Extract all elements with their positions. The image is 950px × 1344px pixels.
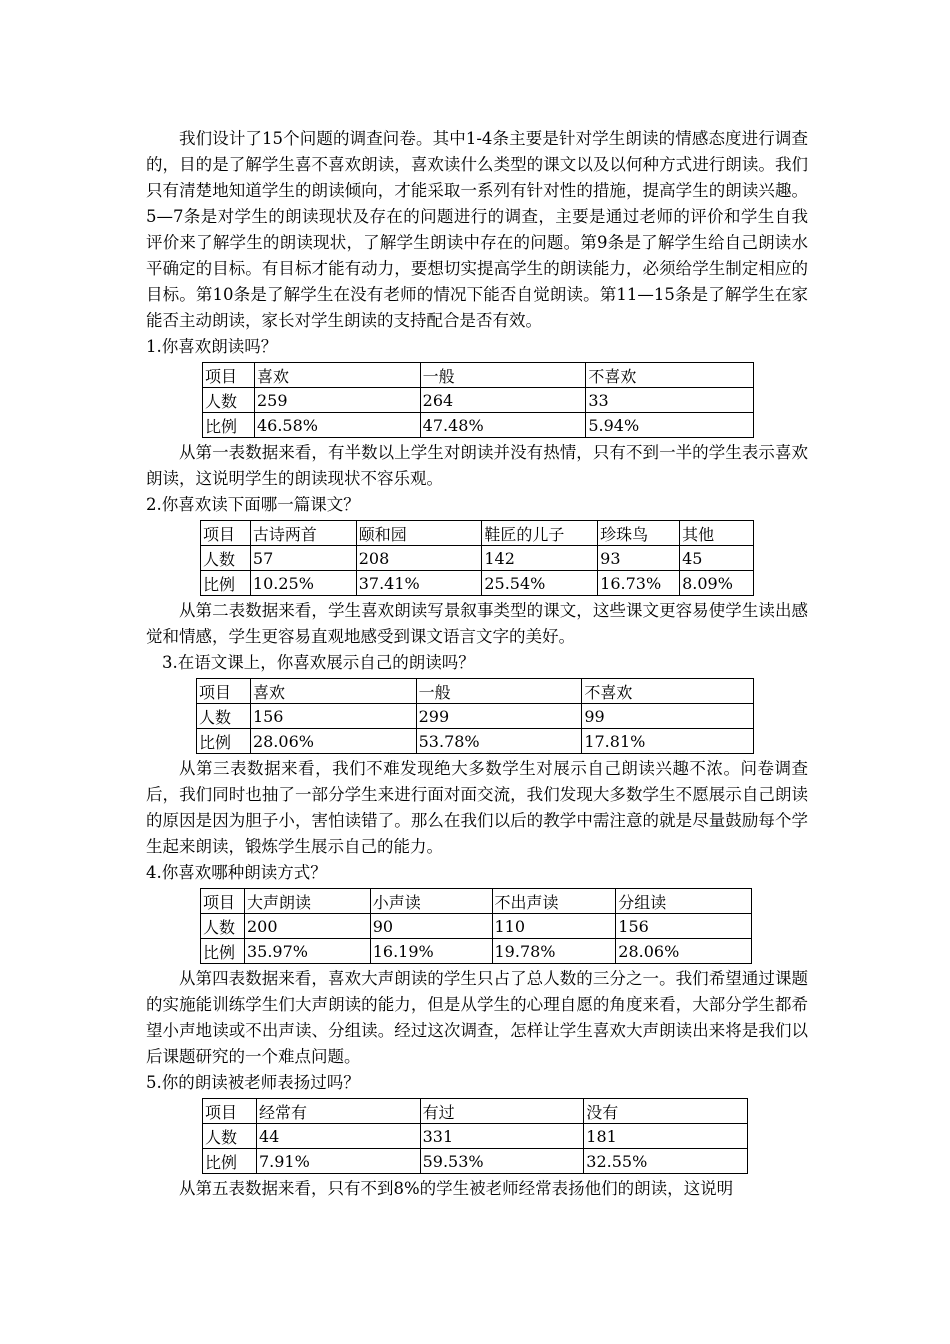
table-cell: 299 [416, 704, 582, 729]
table-1 [202, 362, 754, 438]
table-cell: 16.19% [370, 939, 492, 964]
table-cell: 264 [420, 388, 586, 413]
table-cell: 项目 [203, 363, 255, 388]
table-row [201, 939, 752, 964]
table-cell: 古诗两首 [250, 521, 356, 546]
table-cell: 7.91% [256, 1149, 420, 1174]
table-row [197, 704, 754, 729]
table-cell: 鞋匠的儿子 [482, 521, 598, 546]
table-cell: 35.97% [244, 939, 370, 964]
table-4 [200, 888, 752, 964]
table-cell: 人数 [203, 1124, 257, 1149]
table-cell: 项目 [201, 521, 251, 546]
table-cell: 8.09% [680, 571, 754, 596]
table-cell: 颐和园 [356, 521, 482, 546]
table-cell: 珍珠鸟 [598, 521, 680, 546]
table-cell: 经常有 [256, 1099, 420, 1124]
table-row [203, 1124, 748, 1149]
question-1: 1.你喜欢朗读吗？ [146, 337, 278, 356]
table-cell: 45 [680, 546, 754, 571]
table-cell: 28.06% [616, 939, 752, 964]
table-cell: 人数 [203, 388, 255, 413]
table-cell: 比例 [203, 413, 255, 438]
table-row [203, 1149, 748, 1174]
table-cell: 比例 [203, 1149, 257, 1174]
table-cell: 33 [586, 388, 754, 413]
table-cell: 10.25% [250, 571, 356, 596]
table-cell: 110 [492, 914, 616, 939]
table-cell: 57 [250, 546, 356, 571]
table-cell: 37.41% [356, 571, 482, 596]
table-cell: 项目 [203, 1099, 257, 1124]
table-cell: 不喜欢 [582, 679, 754, 704]
table-cell: 181 [584, 1124, 748, 1149]
table-cell: 大声朗读 [244, 889, 370, 914]
table-cell: 331 [420, 1124, 584, 1149]
question-4: 4.你喜欢哪种朗读方式？ [146, 863, 327, 882]
comment-1: 从第一表数据来看，有半数以上学生对朗读并没有热情，只有不到一半的学生表示喜欢朗读，这说明学生的朗读现状不容乐观。 [146, 443, 808, 488]
table-cell: 200 [244, 914, 370, 939]
table-cell: 分组读 [616, 889, 752, 914]
table-cell: 5.94% [586, 413, 754, 438]
table-cell: 比例 [201, 571, 251, 596]
table-2 [200, 520, 754, 596]
comment-4: 从第四表数据来看，喜欢大声朗读的学生只占了总人数的三分之一。我们希望通过课题的实施能训练学生们大声朗读的能力，但是从学生的心理自愿的角度来看，大部分学生都希望小声地读或不出声读、分组读。经过这次调查，怎样让学生喜欢大声朗读出来将是我们以后课题研究的一个难点问题。 [146, 969, 808, 1066]
table-row [201, 571, 754, 596]
table-cell: 46.58% [254, 413, 420, 438]
table-cell: 47.48% [420, 413, 586, 438]
table-row [201, 521, 754, 546]
table-cell: 喜欢 [254, 363, 420, 388]
table-3 [196, 678, 754, 754]
table-cell: 53.78% [416, 729, 582, 754]
comment-2: 从第二表数据来看，学生喜欢朗读写景叙事类型的课文，这些课文更容易使学生读出感觉和情感，学生更容易直观地感受到课文语言文字的美好。 [146, 601, 808, 646]
table-cell: 16.73% [598, 571, 680, 596]
table-cell: 其他 [680, 521, 754, 546]
comment-5: 从第五表数据来看，只有不到8%的学生被老师经常表扬他们的朗读，这说明 [179, 1179, 734, 1198]
table-cell: 156 [250, 704, 416, 729]
table-cell: 93 [598, 546, 680, 571]
question-2: 2.你喜欢读下面哪一篇课文？ [146, 495, 360, 514]
document-page [146, 126, 808, 1202]
table-cell: 人数 [201, 546, 251, 571]
intro-paragraph: 我们设计了15个问题的调查问卷。其中1-4条主要是针对学生朗读的情感态度进行调查的，目的是了解学生喜不喜欢朗读，喜欢读什么类型的课文以及以何种方式进行朗读。我们只有清楚地知道学生的朗读倾向，才能采取一系列有针对性的措施，提高学生的朗读兴趣。5—7条是对学生的朗读现状及存在的问题进行的调查，主要是通过老师的评价和学生自我评价来了解学生的朗读现状，了解学生朗读中存在的问题。第9条是了解学生给自己朗读水平确定的目标。有目标才能有动力，要想切实提高学生的朗读能力，必须给学生制定相应的目标。第10条是了解学生在没有老师的情况下能否自觉朗读。第11—15条是了解学生在家能否主动朗读，家长对学生朗读的支持配合是否有效。 [146, 129, 808, 330]
table-row [203, 413, 754, 438]
table-5 [202, 1098, 748, 1174]
table-cell: 156 [616, 914, 752, 939]
table-cell: 不出声读 [492, 889, 616, 914]
table-cell: 99 [582, 704, 754, 729]
table-cell: 喜欢 [250, 679, 416, 704]
table-row [203, 363, 754, 388]
table-cell: 90 [370, 914, 492, 939]
table-cell: 一般 [420, 363, 586, 388]
table-cell: 人数 [197, 704, 251, 729]
table-cell: 有过 [420, 1099, 584, 1124]
question-5: 5.你的朗读被老师表扬过吗？ [146, 1073, 360, 1092]
comment-3: 从第三表数据来看，我们不难发现绝大多数学生对展示自己朗读兴趣不浓。问卷调查后，我们同时也抽了一部分学生来进行面对面交流，我们发现大多数学生不愿展示自己朗读的原因是因为胆子小，害怕读错了。那么在我们以后的教学中需注意的就是尽量鼓励每个学生起来朗读，锻炼学生展示自己的能力。 [146, 759, 808, 856]
table-row [201, 546, 754, 571]
table-cell: 28.06% [250, 729, 416, 754]
table-row [197, 679, 754, 704]
table-cell: 259 [254, 388, 420, 413]
table-cell: 19.78% [492, 939, 616, 964]
table-row [201, 914, 752, 939]
table-row [197, 729, 754, 754]
table-cell: 142 [482, 546, 598, 571]
table-row [203, 388, 754, 413]
table-cell: 一般 [416, 679, 582, 704]
table-cell: 比例 [197, 729, 251, 754]
table-cell: 208 [356, 546, 482, 571]
table-cell: 32.55% [584, 1149, 748, 1174]
table-cell: 59.53% [420, 1149, 584, 1174]
table-cell: 比例 [201, 939, 245, 964]
table-row [203, 1099, 748, 1124]
table-cell: 人数 [201, 914, 245, 939]
table-cell: 小声读 [370, 889, 492, 914]
table-cell: 不喜欢 [586, 363, 754, 388]
table-cell: 没有 [584, 1099, 748, 1124]
table-cell: 25.54% [482, 571, 598, 596]
table-cell: 项目 [197, 679, 251, 704]
table-row [201, 889, 752, 914]
question-3: 3.在语文课上，你喜欢展示自己的朗读吗？ [162, 653, 475, 672]
table-cell: 17.81% [582, 729, 754, 754]
table-cell: 项目 [201, 889, 245, 914]
table-cell: 44 [256, 1124, 420, 1149]
